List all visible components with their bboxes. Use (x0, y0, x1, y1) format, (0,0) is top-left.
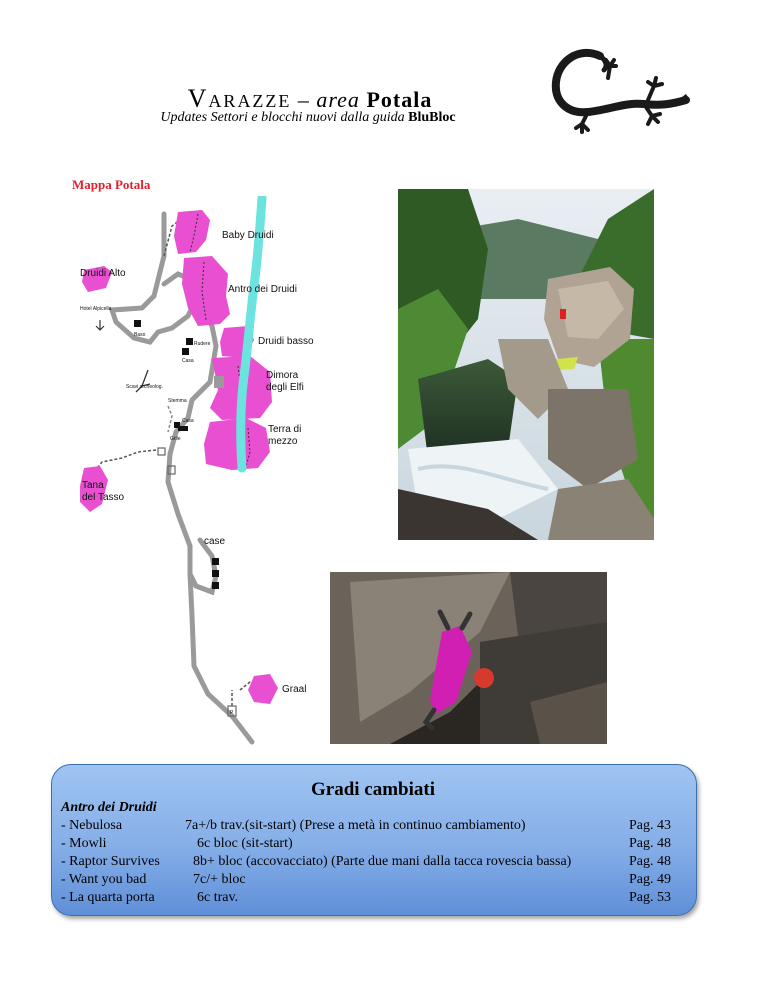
grades-title: Gradi cambiati (310, 779, 436, 800)
title-main: Varazze (187, 84, 292, 113)
problem-detail: 6c bloc (sit-start) (197, 836, 293, 851)
grade-row (61, 854, 671, 872)
lizard-logo-icon (548, 44, 693, 136)
grade-row (61, 890, 671, 908)
problem-name: - Mowli (61, 836, 107, 851)
map-label-degli-elfi: degli Elfi (266, 382, 304, 393)
title-place: Potala (359, 87, 433, 112)
map-label-case: case (204, 536, 226, 547)
problem-page: Pag. 48 (629, 836, 671, 851)
title-separator: – (291, 87, 317, 112)
grade-row (61, 818, 671, 836)
map-small-label-baso: Baso (134, 332, 146, 338)
problem-name: - Raptor Survives (61, 854, 160, 869)
map-label-baby-druidi: Baby Druidi (222, 230, 274, 241)
map-small-label-casa: Casa (182, 358, 194, 364)
map-small-label-rudere: Rudere (194, 341, 211, 347)
problem-detail: 7c/+ bloc (193, 872, 246, 887)
problem-name: - Nebulosa (61, 818, 123, 833)
page-subtitle (118, 110, 498, 126)
map-small-label-grile: Grile (170, 436, 181, 442)
problem-detail: 7a+/b trav.(sit-start) (Prese a metà in continuo cambiamento) (185, 818, 526, 833)
sector-heading: Antro dei Druidi (61, 800, 157, 815)
problem-name: - Want you bad (61, 872, 147, 887)
map-small-label-stemma: Stemma (168, 398, 187, 404)
grade-row (61, 872, 671, 890)
problem-detail: 6c trav. (197, 890, 239, 905)
potala-map (72, 196, 322, 754)
map-label-graal: Graal (282, 684, 307, 695)
subtitle-text: Updates Settori e blocchi nuovi dalla guida (160, 110, 409, 125)
map-label-antro-dei-druidi: Antro dei Druidi (228, 284, 297, 295)
problem-page: Pag. 43 (629, 818, 671, 833)
title-area: area (316, 87, 360, 112)
map-small-label-hotel: Hotel Alpicella (80, 306, 112, 312)
map-small-label-casa-2: Casa (182, 418, 194, 424)
map-label-tana: Tana (82, 480, 104, 491)
problem-page: Pag. 49 (629, 872, 671, 887)
map-label: Mappa Potala (72, 177, 151, 192)
problem-page: Pag. 48 (629, 854, 671, 869)
map-label-mezzo: mezzo (268, 436, 298, 447)
map-label-druidi-basso: Druidi basso (258, 336, 314, 347)
grade-row (61, 836, 671, 854)
problem-name: - La quarta porta (61, 890, 155, 905)
problem-detail: 8b+ bloc (accovacciato) (Parte due mani dalla tacca rovescia bassa) (193, 854, 572, 869)
map-label-druidi-alto: Druidi Alto (80, 268, 126, 279)
gorge-photo (398, 189, 654, 540)
climber-photo (330, 572, 607, 744)
map-label-dimora: Dimora (266, 370, 299, 381)
map-label-terra-di: Terra di (268, 424, 302, 435)
problem-page: Pag. 53 (629, 890, 671, 905)
map-small-label-parking: P (230, 710, 234, 716)
map-small-label-scavi: Scavi archeolog. (126, 384, 163, 390)
map-label-del-tasso: del Tasso (82, 492, 125, 503)
subtitle-brand: BluBloc (408, 110, 456, 125)
